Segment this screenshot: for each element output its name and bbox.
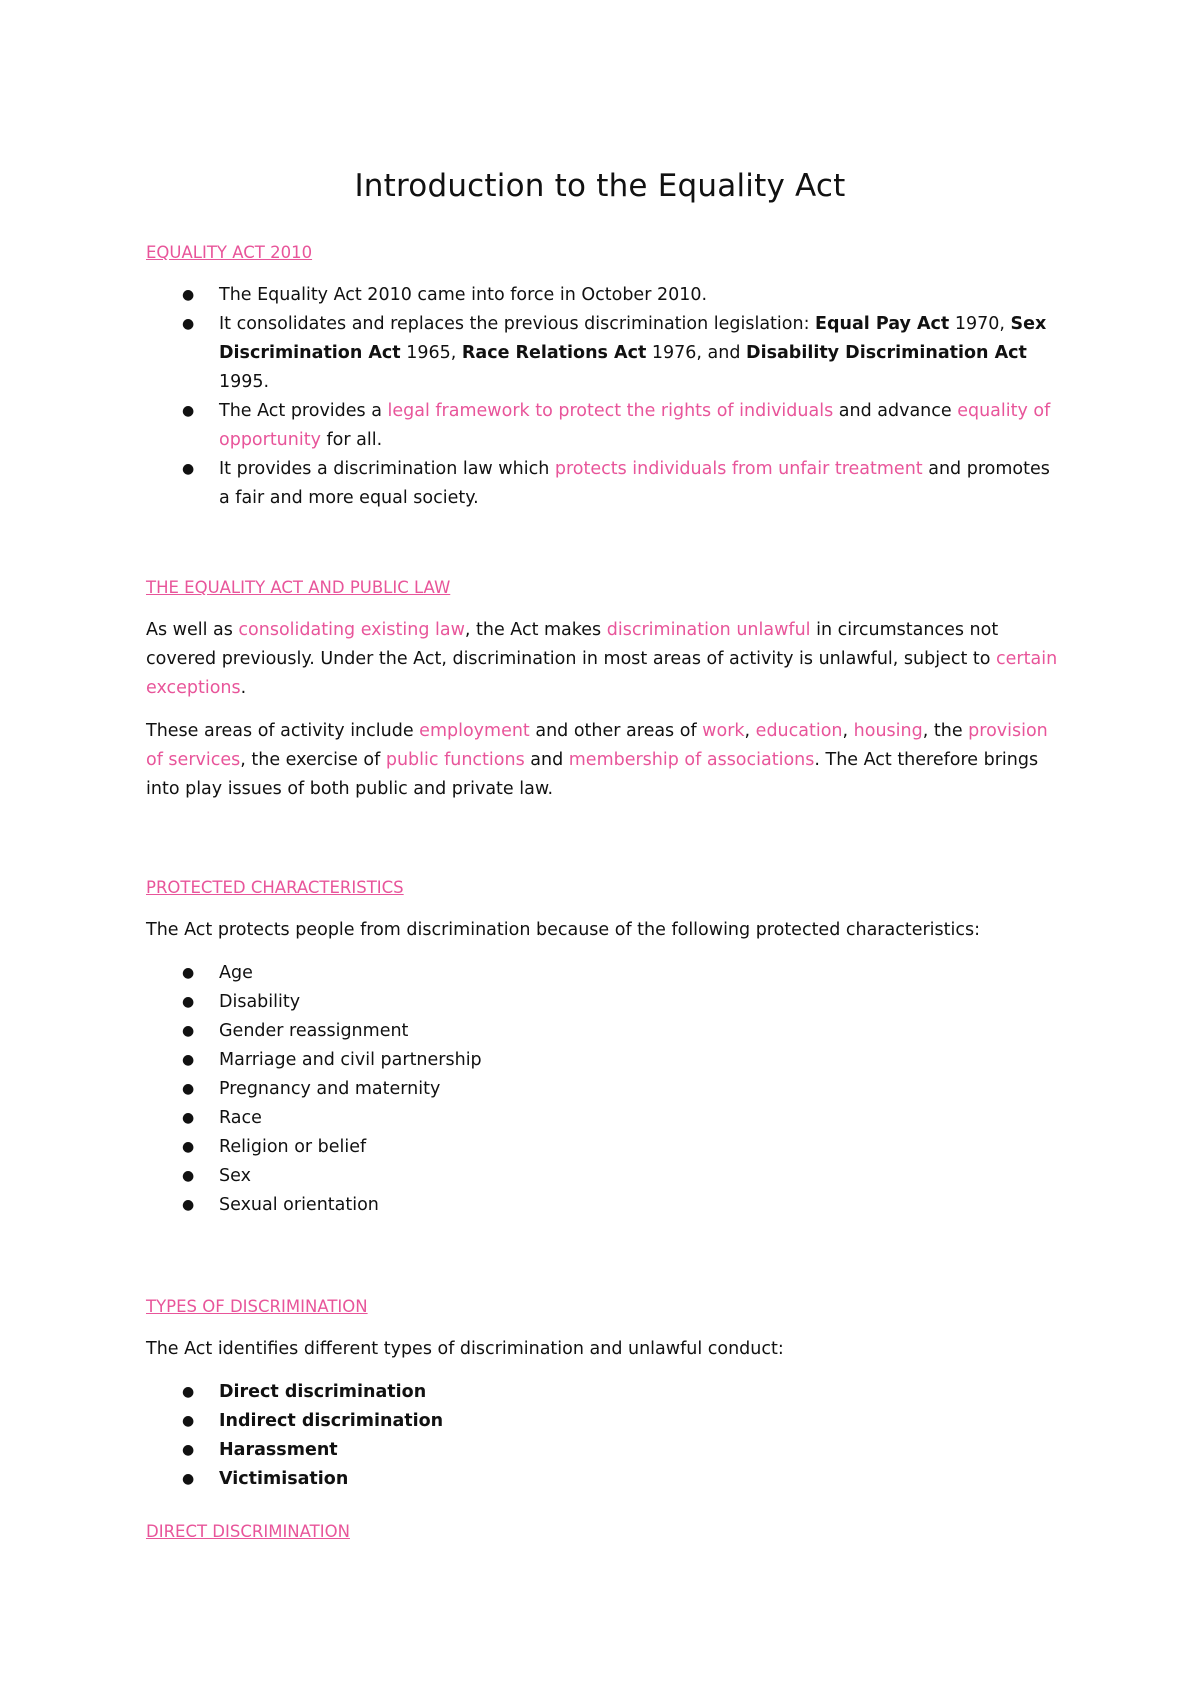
list-item-label: Indirect discrimination [219,1411,444,1431]
bullet-icon: ● [182,1081,195,1097]
list-item-label: Direct discrimination [219,1382,427,1402]
bullet-list [146,959,1066,1220]
list-item-label: Gender reassignment [219,1021,409,1041]
bullet-list [146,1378,1066,1494]
list-item-label: Sexual orientation [219,1195,379,1215]
document-title: Introduction to the Equality Act [354,168,846,204]
list-item [146,1133,1066,1162]
section-heading: DIRECT DISCRIMINATION [146,1522,350,1541]
section-heading: THE EQUALITY ACT AND PUBLIC LAW [146,578,451,597]
list-item-label: Disability [219,992,301,1012]
bullet-icon: ● [182,1442,195,1458]
list-item [146,1162,1066,1191]
section-heading: TYPES OF DISCRIMINATION [146,1297,368,1316]
list-item-label: Marriage and civil partnership [219,1050,482,1070]
list-item [146,1017,1066,1046]
bullet-icon: ● [182,1110,195,1126]
bullet-icon: ● [182,1139,195,1155]
bullet-icon: ● [182,1168,195,1184]
section-protected-characteristics [146,873,1066,1220]
section-public-law [146,573,1066,804]
bullet-icon: ● [182,1023,195,1039]
list-item [146,1191,1066,1220]
paragraph: These areas of activity include employment and other areas of work, education, housing, the provision of services, the exercise of public functions and membership of associations. The Act therefore brings into play issues of both public and private law. [146,721,1048,799]
bullet-list [146,281,1066,513]
list-item-label: Pregnancy and maternity [219,1079,441,1099]
section-equality-act-2010 [146,238,1066,513]
section-direct-discrimination [146,1517,1066,1546]
list-item [146,959,1066,988]
bullet-icon: ● [182,965,195,981]
bullet-icon: ● [182,287,195,303]
list-item-label: Sex [219,1166,251,1186]
bullet-icon: ● [182,1384,195,1400]
list-item: ● It consolidates and replaces the previous discrimination legislation: Equal Pay Act 1970, Sex Discrimination Act 1965, Race Relations Act 1976, and Disability Discrimination Act 1995. [146,310,1066,397]
list-item [146,1046,1066,1075]
bullet-icon: ● [182,403,195,419]
list-item [146,1075,1066,1104]
list-item [146,1104,1066,1133]
paragraph: The Act identifies different types of discrimination and unlawful conduct: [146,1339,784,1359]
paragraph: As well as consolidating existing law, the Act makes discrimination unlawful in circumstances not covered previously. Under the Act, discrimination in most areas of activity is unlawful, subject to certain exceptions. [146,620,1058,698]
bullet-icon: ● [182,1197,195,1213]
list-item [146,1378,1066,1407]
list-item-label: Age [219,963,253,983]
list-item-label: Harassment [219,1440,338,1460]
bullet-icon: ● [182,461,195,477]
list-item [146,1407,1066,1436]
list-item [146,1436,1066,1465]
list-item: ● The Equality Act 2010 came into force in October 2010. [146,281,1066,310]
list-item-label: Race [219,1108,262,1128]
section-types-of-discrimination [146,1292,1066,1494]
bullet-icon: ● [182,994,195,1010]
section-heading: PROTECTED CHARACTERISTICS [146,878,404,897]
list-item-label: Victimisation [219,1469,349,1489]
list-item-label: Religion or belief [219,1137,367,1157]
list-item [146,1465,1066,1494]
list-item: ● The Act provides a legal framework to protect the rights of individuals and advance equality of opportunity for all. [146,397,1066,455]
bullet-icon: ● [182,1413,195,1429]
list-item: ● It provides a discrimination law which protects individuals from unfair treatment and promotes a fair and more equal society. [146,455,1066,513]
list-item [146,988,1066,1017]
bullet-icon: ● [182,316,195,332]
bullet-icon: ● [182,1052,195,1068]
bullet-icon: ● [182,1471,195,1487]
section-heading: EQUALITY ACT 2010 [146,243,313,262]
paragraph: The Act protects people from discrimination because of the following protected characteristics: [146,920,981,940]
